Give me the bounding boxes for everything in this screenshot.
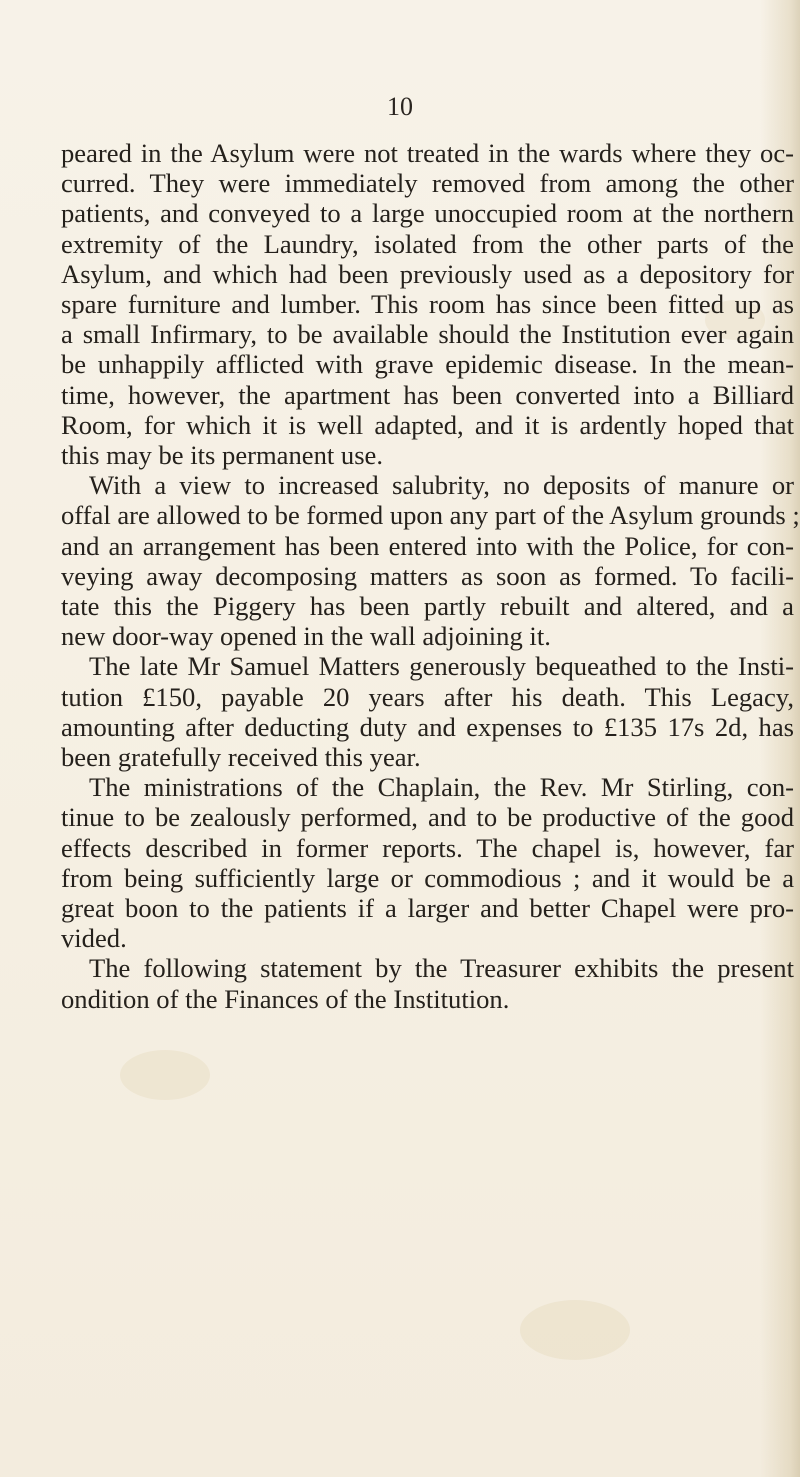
text-line: Asylum, and which had been previously used as a depository for: [61, 258, 794, 289]
page-number: 10: [387, 92, 413, 121]
text-line: been gratefully received this year.: [61, 742, 421, 773]
text-line: tate this the Piggery has been partly rebuilt and altered, and a: [61, 591, 794, 622]
text-line: this may be its permanent use.: [61, 440, 384, 471]
text-line: With a view to increased salubrity, no deposits of manure or: [89, 470, 794, 501]
text-line: new door-way opened in the wall adjoining it.: [61, 621, 551, 652]
text-line: tinue to be zealously performed, and to be productive of the good: [61, 802, 794, 833]
text-line: great boon to the patients if a larger and better Chapel were pro-: [61, 893, 794, 924]
text-line: ondition of the Finances of the Institution.: [61, 983, 510, 1014]
text-line: amounting after deducting duty and expenses to £135 17s 2d, has: [61, 711, 794, 742]
text-line: The following statement by the Treasurer exhibits the present: [89, 953, 794, 984]
text-line: tution £150, payable 20 years after his death. This Legacy,: [61, 681, 794, 712]
text-line: Room, for which it is well adapted, and it is ardently hoped that: [61, 409, 794, 440]
text-line: offal are allowed to be formed upon any part of the Asylum grounds ;: [61, 500, 800, 531]
text-line: time, however, the apartment has been converted into a Billiard: [61, 379, 794, 410]
text-line: The late Mr Samuel Matters generously bequeathed to the Insti-: [89, 651, 794, 682]
text-line: vided.: [61, 923, 127, 954]
text-line: patients, and conveyed to a large unoccupied room at the northern: [61, 198, 794, 229]
text-line: be unhappily afflicted with grave epidemic disease. In the mean-: [61, 349, 794, 380]
paper-stain: [520, 1300, 630, 1360]
text-line: a small Infirmary, to be available should the Institution ever again: [61, 319, 794, 350]
text-line: and an arrangement has been entered into with the Police, for con-: [61, 530, 794, 561]
text-line: effects described in former reports. The chapel is, however, far: [61, 832, 794, 863]
body-text: [61, 138, 800, 1014]
text-line: peared in the Asylum were not treated in the wards where they oc-: [61, 138, 794, 168]
text-line: The ministrations of the Chaplain, the Rev. Mr Stirling, con-: [89, 772, 794, 803]
text-line: curred. They were immediately removed from among the other: [61, 168, 794, 199]
text-line: from being sufficiently large or commodious ; and it would be a: [61, 862, 794, 893]
text-line: veying away decomposing matters as soon as formed. To facili-: [61, 560, 794, 591]
text-line: extremity of the Laundry, isolated from the other parts of the: [61, 228, 794, 259]
text-line: spare furniture and lumber. This room has since been fitted up as: [61, 289, 794, 320]
paper-stain: [120, 1050, 210, 1100]
